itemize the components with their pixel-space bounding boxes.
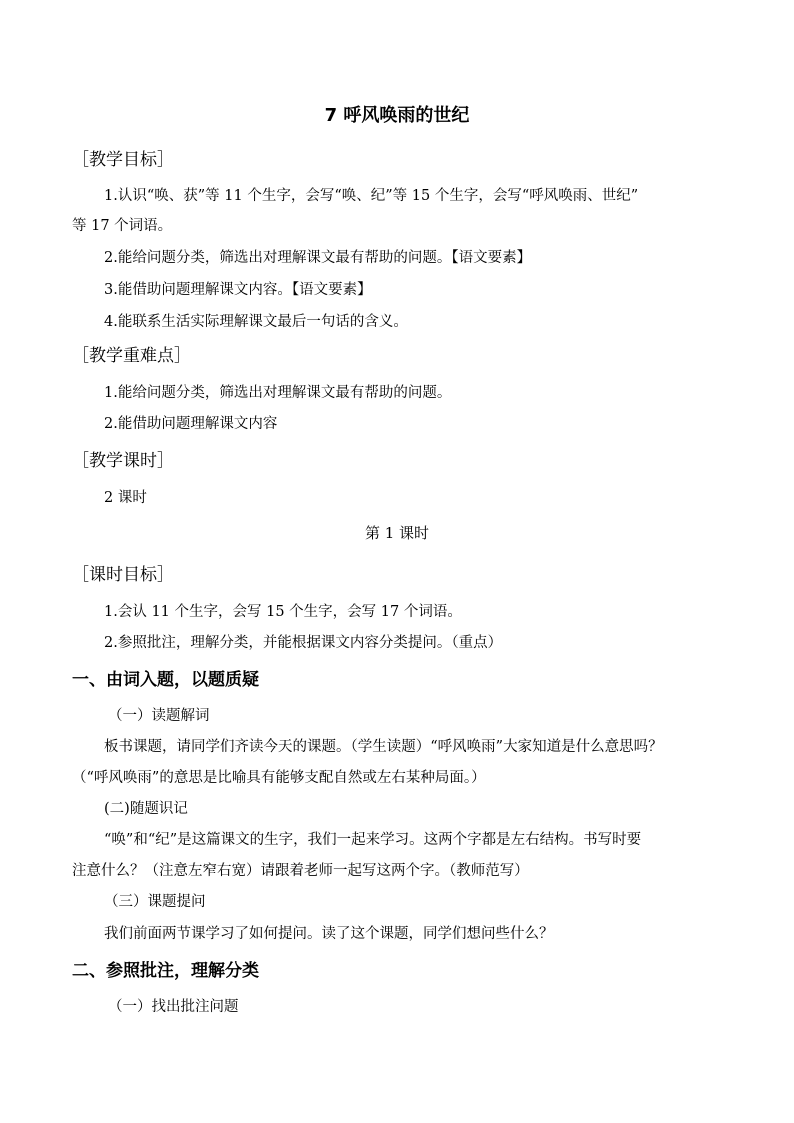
part1-p2-line2: 注意什么？（注意左窄右宽）请跟着老师一起写这两个字。（教师范写） xyxy=(72,863,529,879)
keypoints-heading: ［教学重难点］ xyxy=(72,346,191,366)
part1-p1-line1: 板书课题，请同学们齐读今天的课题。（学生读题）“呼风唤雨”大家知道是什么意思吗？ xyxy=(104,739,663,755)
part1-sub2: (二)随题识记 xyxy=(104,801,188,817)
hours-heading: ［教学课时］ xyxy=(72,451,174,471)
objective-4: 4.能联系生活实际理解课文最后一句话的含义。 xyxy=(104,314,408,330)
lesson-objective-1: 1.会认 11 个生字，会写 15 个生字，会写 17 个词语。 xyxy=(104,604,462,620)
lesson-objectives-heading: ［课时目标］ xyxy=(72,565,174,585)
part1-sub3: （三）课题提问 xyxy=(104,894,206,910)
keypoint-1: 1.能给问题分类，筛选出对理解课文最有帮助的问题。 xyxy=(104,385,452,401)
part1-p1-line2: （“呼风唤雨”的意思是比喻具有能够支配自然或左右某种局面。） xyxy=(72,770,486,786)
hours-value: 2 课时 xyxy=(104,490,147,506)
objective-1-cont: 等 17 个词语。 xyxy=(72,218,173,234)
lesson-title: 7 呼风唤雨的世纪 xyxy=(324,105,470,126)
part1-p3-line1: 我们前面两节课学习了如何提问。读了这个课题，同学们想问些什么？ xyxy=(104,926,554,942)
objective-1: 1.认识“唤、获”等 11 个生字，会写“唤、纪”等 15 个生字，会写“呼风唤雨、世纪” xyxy=(104,188,639,204)
objectives-heading: ［教学目标］ xyxy=(72,150,174,170)
objective-3: 3.能借助问题理解课文内容。【语文要素】 xyxy=(104,282,372,298)
lesson1-title: 第 1 课时 xyxy=(364,524,430,542)
keypoint-2: 2.能借助问题理解课文内容 xyxy=(104,416,278,432)
lesson-objective-2: 2.参照批注，理解分类，并能根据课文内容分类提问。（重点） xyxy=(104,635,503,651)
part1-p2-line1: “唤”和“纪”是这篇课文的生字，我们一起来学习。这两个字都是左右结构。书写时要 xyxy=(104,832,642,848)
part2-sub1: （一）找出批注问题 xyxy=(108,999,239,1015)
part1-sub1: （一）读题解词 xyxy=(108,708,210,724)
part2-heading: 二、参照批注，理解分类 xyxy=(72,961,259,981)
objective-2: 2.能给问题分类，筛选出对理解课文最有帮助的问题。【语文要素】 xyxy=(104,250,532,266)
part1-heading: 一、由词入题，以题质疑 xyxy=(72,670,259,690)
